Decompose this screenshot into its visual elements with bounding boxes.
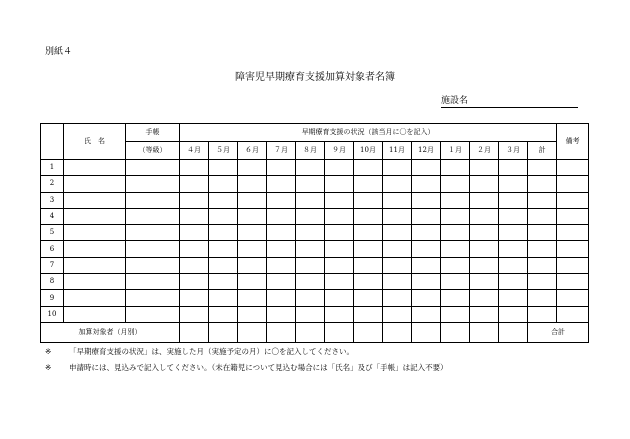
entry-cell[interactable] xyxy=(64,225,126,241)
row-number: 7 xyxy=(41,257,64,273)
entry-cell[interactable] xyxy=(126,160,180,176)
row-number: 3 xyxy=(41,192,64,208)
entry-cell[interactable] xyxy=(557,241,589,257)
annex-label: 別紙４ xyxy=(45,47,73,57)
entry-cell[interactable] xyxy=(238,208,267,224)
entry-cell[interactable] xyxy=(470,176,499,192)
entry-cell[interactable] xyxy=(354,160,383,176)
entry-cell[interactable] xyxy=(557,257,589,273)
document-title: 障害児早期療育支援加算対象者名簿 xyxy=(235,72,395,83)
entry-cell[interactable] xyxy=(64,306,126,322)
entry-cell[interactable] xyxy=(383,274,412,290)
entry-cell[interactable] xyxy=(267,160,296,176)
table-row xyxy=(41,225,589,241)
entry-cell[interactable] xyxy=(528,274,557,290)
table-row xyxy=(41,160,589,176)
row-number: 9 xyxy=(41,290,64,306)
entry-cell[interactable] xyxy=(325,176,354,192)
entry-cell[interactable] xyxy=(470,225,499,241)
month-header-cell: ６月 xyxy=(238,142,267,160)
entry-cell[interactable] xyxy=(499,274,528,290)
entry-cell[interactable] xyxy=(354,208,383,224)
entry-cell[interactable] xyxy=(557,176,589,192)
entry-cell[interactable] xyxy=(64,274,126,290)
entry-cell[interactable] xyxy=(499,257,528,273)
entry-cell[interactable] xyxy=(383,160,412,176)
entry-cell[interactable] xyxy=(441,257,470,273)
entry-cell[interactable] xyxy=(354,192,383,208)
entry-cell[interactable] xyxy=(209,208,238,224)
entry-cell[interactable] xyxy=(470,290,499,306)
month-header-cell: ９月 xyxy=(325,142,354,160)
row-number: 1 xyxy=(41,160,64,176)
facility-name-field[interactable] xyxy=(441,95,578,108)
entry-cell[interactable] xyxy=(412,306,441,322)
entry-cell[interactable] xyxy=(441,192,470,208)
month-header-cell: 11月 xyxy=(383,142,412,160)
month-header-cell: 10月 xyxy=(354,142,383,160)
entry-cell[interactable] xyxy=(238,160,267,176)
entry-cell[interactable] xyxy=(412,192,441,208)
entry-cell[interactable] xyxy=(528,225,557,241)
row-number: 4 xyxy=(41,208,64,224)
month-header-cell: ４月 xyxy=(180,142,209,160)
month-header-cell: ５月 xyxy=(209,142,238,160)
entry-cell[interactable] xyxy=(180,225,209,241)
entry-cell[interactable] xyxy=(209,225,238,241)
note-2 xyxy=(45,362,448,373)
roster-table xyxy=(40,123,589,343)
entry-cell[interactable] xyxy=(354,290,383,306)
entry-cell[interactable] xyxy=(499,241,528,257)
entry-cell[interactable] xyxy=(499,290,528,306)
entry-cell[interactable] xyxy=(383,257,412,273)
entry-cell[interactable] xyxy=(267,176,296,192)
entry-cell[interactable] xyxy=(180,290,209,306)
entry-cell[interactable] xyxy=(325,192,354,208)
entry-cell[interactable] xyxy=(238,225,267,241)
entry-cell[interactable] xyxy=(267,257,296,273)
entry-cell[interactable] xyxy=(64,176,126,192)
table-row xyxy=(41,208,589,224)
monthly-count-cell[interactable] xyxy=(296,322,325,342)
entry-cell[interactable] xyxy=(528,257,557,273)
header-number-cell xyxy=(41,124,64,160)
entry-cell[interactable] xyxy=(64,160,126,176)
entry-cell[interactable] xyxy=(499,306,528,322)
entry-cell[interactable] xyxy=(325,241,354,257)
note-1 xyxy=(45,346,354,357)
entry-cell[interactable] xyxy=(383,192,412,208)
entry-cell[interactable] xyxy=(64,257,126,273)
entry-cell[interactable] xyxy=(470,160,499,176)
entry-cell[interactable] xyxy=(470,257,499,273)
entry-cell[interactable] xyxy=(441,290,470,306)
monthly-count-cell[interactable] xyxy=(412,322,441,342)
entry-cell[interactable] xyxy=(296,290,325,306)
entry-cell[interactable] xyxy=(64,208,126,224)
monthly-count-cell[interactable] xyxy=(209,322,238,342)
entry-cell[interactable] xyxy=(412,208,441,224)
entry-cell[interactable] xyxy=(412,274,441,290)
row-number: 5 xyxy=(41,225,64,241)
entry-cell[interactable] xyxy=(180,257,209,273)
entry-cell[interactable] xyxy=(557,290,589,306)
entry-cell[interactable] xyxy=(296,225,325,241)
entry-cell[interactable] xyxy=(325,225,354,241)
facility-label: 施設名 xyxy=(441,96,469,106)
entry-cell[interactable] xyxy=(126,225,180,241)
entry-cell[interactable] xyxy=(557,306,589,322)
entry-cell[interactable] xyxy=(325,290,354,306)
monthly-count-cell[interactable] xyxy=(383,322,412,342)
entry-cell[interactable] xyxy=(383,176,412,192)
monthly-count-cell[interactable] xyxy=(325,322,354,342)
entry-cell[interactable] xyxy=(126,257,180,273)
entry-cell[interactable] xyxy=(470,274,499,290)
entry-cell[interactable] xyxy=(325,306,354,322)
entry-cell[interactable] xyxy=(470,306,499,322)
entry-cell[interactable] xyxy=(296,192,325,208)
entry-cell[interactable] xyxy=(126,290,180,306)
monthly-count-cell[interactable] xyxy=(238,322,267,342)
entry-cell[interactable] xyxy=(64,192,126,208)
entry-cell[interactable] xyxy=(126,192,180,208)
entry-cell[interactable] xyxy=(238,306,267,322)
entry-cell[interactable] xyxy=(238,290,267,306)
entry-cell[interactable] xyxy=(267,274,296,290)
entry-cell[interactable] xyxy=(383,208,412,224)
monthly-count-cell[interactable] xyxy=(180,322,209,342)
table-row xyxy=(41,257,589,273)
entry-cell[interactable] xyxy=(64,241,126,257)
note-text: 申請時には、見込みで記入してください。（未在籍児について見込む場合には「氏名」及び「手帳」は記入不要） xyxy=(69,363,448,372)
header-total: 計 xyxy=(528,142,557,160)
entry-cell[interactable] xyxy=(412,225,441,241)
entry-cell[interactable] xyxy=(209,160,238,176)
entry-cell[interactable] xyxy=(383,290,412,306)
entry-cell[interactable] xyxy=(499,225,528,241)
table-row xyxy=(41,306,589,322)
note-mark: ※ xyxy=(45,347,52,356)
entry-cell[interactable] xyxy=(383,241,412,257)
monthly-count-cell[interactable] xyxy=(470,322,499,342)
entry-cell[interactable] xyxy=(354,225,383,241)
entry-cell[interactable] xyxy=(557,208,589,224)
entry-cell[interactable] xyxy=(296,257,325,273)
entry-cell[interactable] xyxy=(267,208,296,224)
entry-cell[interactable] xyxy=(209,241,238,257)
entry-cell[interactable] xyxy=(209,306,238,322)
entry-cell[interactable] xyxy=(180,192,209,208)
entry-cell[interactable] xyxy=(296,208,325,224)
entry-cell[interactable] xyxy=(354,241,383,257)
row-number: 6 xyxy=(41,241,64,257)
entry-cell[interactable] xyxy=(354,274,383,290)
note-mark: ※ xyxy=(45,363,52,372)
entry-cell[interactable] xyxy=(238,192,267,208)
entry-cell[interactable] xyxy=(412,241,441,257)
entry-cell[interactable] xyxy=(499,160,528,176)
header-remarks: 備考 xyxy=(557,124,589,160)
header-status: 早期療育支援の状況（該当月に〇を記入） xyxy=(180,124,557,142)
entry-cell[interactable] xyxy=(296,176,325,192)
summary-label: 加算対象者（月別） xyxy=(41,322,180,342)
entry-cell[interactable] xyxy=(441,241,470,257)
entry-cell[interactable] xyxy=(470,241,499,257)
entry-cell[interactable] xyxy=(325,257,354,273)
entry-cell[interactable] xyxy=(209,257,238,273)
entry-cell[interactable] xyxy=(296,274,325,290)
entry-cell[interactable] xyxy=(180,306,209,322)
entry-cell[interactable] xyxy=(180,160,209,176)
entry-cell[interactable] xyxy=(64,290,126,306)
header-grade: （等級） xyxy=(126,142,180,160)
entry-cell[interactable] xyxy=(354,306,383,322)
entry-cell[interactable] xyxy=(126,176,180,192)
entry-cell[interactable] xyxy=(470,208,499,224)
month-header-cell: ２月 xyxy=(470,142,499,160)
entry-cell[interactable] xyxy=(412,257,441,273)
grand-total-label: 合計 xyxy=(528,322,589,342)
entry-cell[interactable] xyxy=(238,241,267,257)
entry-cell[interactable] xyxy=(441,176,470,192)
entry-cell[interactable] xyxy=(528,160,557,176)
entry-cell[interactable] xyxy=(383,225,412,241)
header-handbook: 手帳 xyxy=(126,124,180,142)
entry-cell[interactable] xyxy=(557,274,589,290)
entry-cell[interactable] xyxy=(528,241,557,257)
entry-cell[interactable] xyxy=(209,290,238,306)
entry-cell[interactable] xyxy=(296,160,325,176)
entry-cell[interactable] xyxy=(325,160,354,176)
entry-cell[interactable] xyxy=(126,306,180,322)
entry-cell[interactable] xyxy=(267,290,296,306)
entry-cell[interactable] xyxy=(209,176,238,192)
entry-cell[interactable] xyxy=(126,274,180,290)
note-text: 「早期療育支援の状況」は、実施した月（実施予定の月）に〇を記入してください。 xyxy=(69,347,354,356)
entry-cell[interactable] xyxy=(557,160,589,176)
table-row xyxy=(41,290,589,306)
entry-cell[interactable] xyxy=(238,274,267,290)
entry-cell[interactable] xyxy=(209,274,238,290)
monthly-count-cell[interactable] xyxy=(441,322,470,342)
entry-cell[interactable] xyxy=(441,160,470,176)
monthly-count-cell[interactable] xyxy=(354,322,383,342)
entry-cell[interactable] xyxy=(238,257,267,273)
monthly-count-cell[interactable] xyxy=(267,322,296,342)
entry-cell[interactable] xyxy=(126,208,180,224)
entry-cell[interactable] xyxy=(267,192,296,208)
entry-cell[interactable] xyxy=(557,192,589,208)
entry-cell[interactable] xyxy=(209,192,238,208)
entry-cell[interactable] xyxy=(354,176,383,192)
entry-cell[interactable] xyxy=(412,160,441,176)
entry-cell[interactable] xyxy=(267,306,296,322)
entry-cell[interactable] xyxy=(267,241,296,257)
row-number: 2 xyxy=(41,176,64,192)
table-row xyxy=(41,241,589,257)
entry-cell[interactable] xyxy=(238,176,267,192)
month-header-cell: ７月 xyxy=(267,142,296,160)
entry-cell[interactable] xyxy=(126,241,180,257)
entry-cell[interactable] xyxy=(499,192,528,208)
summary-row xyxy=(41,322,589,342)
entry-cell[interactable] xyxy=(267,225,296,241)
table-row xyxy=(41,274,589,290)
entry-cell[interactable] xyxy=(499,208,528,224)
month-header-cell: ８月 xyxy=(296,142,325,160)
entry-cell[interactable] xyxy=(441,274,470,290)
entry-cell[interactable] xyxy=(528,208,557,224)
entry-cell[interactable] xyxy=(528,176,557,192)
row-number: 8 xyxy=(41,274,64,290)
header-name: 氏 名 xyxy=(64,124,126,160)
entry-cell[interactable] xyxy=(296,241,325,257)
entry-cell[interactable] xyxy=(528,306,557,322)
entry-cell[interactable] xyxy=(499,176,528,192)
entry-cell[interactable] xyxy=(528,290,557,306)
row-number: 10 xyxy=(41,306,64,322)
entry-cell[interactable] xyxy=(325,274,354,290)
table-row xyxy=(41,176,589,192)
entry-cell[interactable] xyxy=(180,176,209,192)
month-header-cell: 12月 xyxy=(412,142,441,160)
entry-cell[interactable] xyxy=(354,257,383,273)
entry-cell[interactable] xyxy=(412,176,441,192)
header-row xyxy=(41,124,589,142)
monthly-count-cell[interactable] xyxy=(499,322,528,342)
entry-cell[interactable] xyxy=(441,225,470,241)
entry-cell[interactable] xyxy=(180,241,209,257)
entry-cell[interactable] xyxy=(412,290,441,306)
entry-cell[interactable] xyxy=(528,192,557,208)
entry-cell[interactable] xyxy=(441,208,470,224)
entry-cell[interactable] xyxy=(470,192,499,208)
entry-cell[interactable] xyxy=(383,306,412,322)
entry-cell[interactable] xyxy=(557,225,589,241)
month-header-cell: １月 xyxy=(441,142,470,160)
month-header-cell: ３月 xyxy=(499,142,528,160)
entry-cell[interactable] xyxy=(325,208,354,224)
entry-cell[interactable] xyxy=(296,306,325,322)
entry-cell[interactable] xyxy=(441,306,470,322)
table-row xyxy=(41,192,589,208)
entry-cell[interactable] xyxy=(180,274,209,290)
entry-cell[interactable] xyxy=(180,208,209,224)
